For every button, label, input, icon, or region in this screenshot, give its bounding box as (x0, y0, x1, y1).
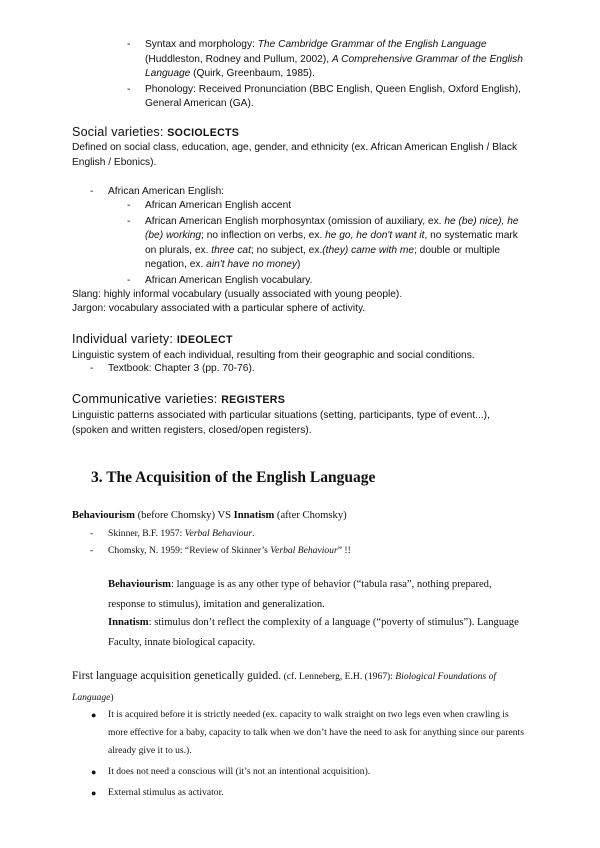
book-title: A Comprehensive Grammar of the English Language (145, 53, 523, 80)
acquisition-bullets (91, 706, 528, 802)
individual-variety-heading: Individual variety: IDEOLECT (72, 332, 233, 346)
ref-skinner: - Skinner, B.F. 1957: Verbal Behaviour. (90, 528, 255, 539)
communicative-varieties-heading: Communicative varieties: REGISTERS (72, 392, 286, 406)
dash-marker: - (90, 186, 94, 197)
dash-marker: - (127, 83, 131, 95)
behaviourism-paragraph: Behaviourism: language is as any other type of behavior (“tabula rasa”, nothing prepared, response to stimulus), imitation and generalization. (108, 579, 492, 610)
bullet-dot-icon: ● (91, 788, 97, 798)
list-item-phonology: - Phonology: Received Pronunciation (BBC English, Queen English, Oxford English), General American (GA). (127, 83, 522, 110)
aae-sublist (127, 199, 530, 289)
section-subhead: Behaviourism (before Chomsky) VS Innatism (after Chomsky) (72, 510, 347, 521)
dash-marker: - (127, 200, 131, 211)
bullet-item: ● It is acquired before it is strictly needed (ex. capacity to walk straight on two legs even when crawling is more effective for a baby, capacity to talk when we don’t have the need to ask for anything since our parents already give it to us.). (108, 706, 528, 760)
bullet-dot-icon: ● (91, 710, 97, 720)
dash-marker: - (90, 528, 94, 539)
dash-marker: - (127, 274, 131, 286)
dash-marker: - (127, 215, 131, 227)
bullet-dot-icon: ● (91, 767, 97, 777)
dash-marker: - (90, 545, 94, 556)
list-item-textbook: - Textbook: Chapter 3 (pp. 70-76). (108, 362, 528, 377)
list-item-aae: - African American English: (108, 185, 528, 200)
book-title: Biological Foundations of Language (72, 671, 497, 703)
top-list (127, 38, 530, 112)
ref-chomsky: - Chomsky, N. 1959: “Review of Skinner’s Verbal Behaviour” !! (90, 545, 351, 556)
communicative-definition: Linguistic patterns associated with particular situations (setting, participants, type of event...), (spoken and written registers, closed/open registers). (72, 410, 490, 436)
first-language-paragraph: First language acquisition genetically guided. (cf. Lenneberg, E.H. (1967): Biological Foundations of Language) (72, 670, 497, 703)
social-varieties-heading: Social varieties: SOCIOLECTS (72, 125, 240, 139)
dash-marker: - (90, 363, 94, 374)
bullet-item: ● External stimulus as activator. (108, 784, 528, 802)
list-item-vocabulary: - African American English vocabulary. (145, 274, 530, 289)
list-item-morphosyntax: - African American English morphosyntax (omission of auxiliary, ex. he (be) nice), he (be) working; no inflection on verbs, ex. he go, he don't want it, no systematic mark on plurals, ex. three cat; no subject, ex.(they) came with me; double or multiple negation, ex. ain't have no money) (127, 215, 519, 271)
references-list (90, 527, 528, 557)
social-definition: Defined on social class, education, age, gender, and ethnicity (ex. African American English / Black English / Ebonics). (72, 142, 518, 168)
individual-list (90, 362, 528, 377)
bullet-item: ● It does not need a conscious will (it’s not an intentional acquisition). (108, 763, 528, 781)
jargon-line: Jargon: vocabulary associated with a particular sphere of activity. (72, 303, 366, 314)
innatism-paragraph: Innatism: stimulus don’t reflect the complexity of a language (“poverty of stimulus”). Language Faculty, innate biological capacity. (108, 617, 519, 648)
individual-definition: Linguistic system of each individual, resulting from their geographic and social conditions. (72, 350, 475, 361)
list-item-syntax: - Syntax and morphology: The Cambridge Grammar of the English Language (Huddleston, Rodney and Pullum, 2002), A Comprehensive Grammar of the English Language (Quirk, Greenbaum, 1985). (127, 39, 523, 80)
section-title: 3. The Acquisition of the English Language (91, 469, 376, 486)
book-title: The Cambridge Grammar of the English Language (257, 39, 487, 50)
slang-line: Slang: highly informal vocabulary (usually associated with young people). (72, 289, 403, 300)
dash-marker: - (127, 39, 131, 50)
list-item-accent: - African American English accent (145, 199, 530, 214)
aae-list (90, 185, 528, 200)
